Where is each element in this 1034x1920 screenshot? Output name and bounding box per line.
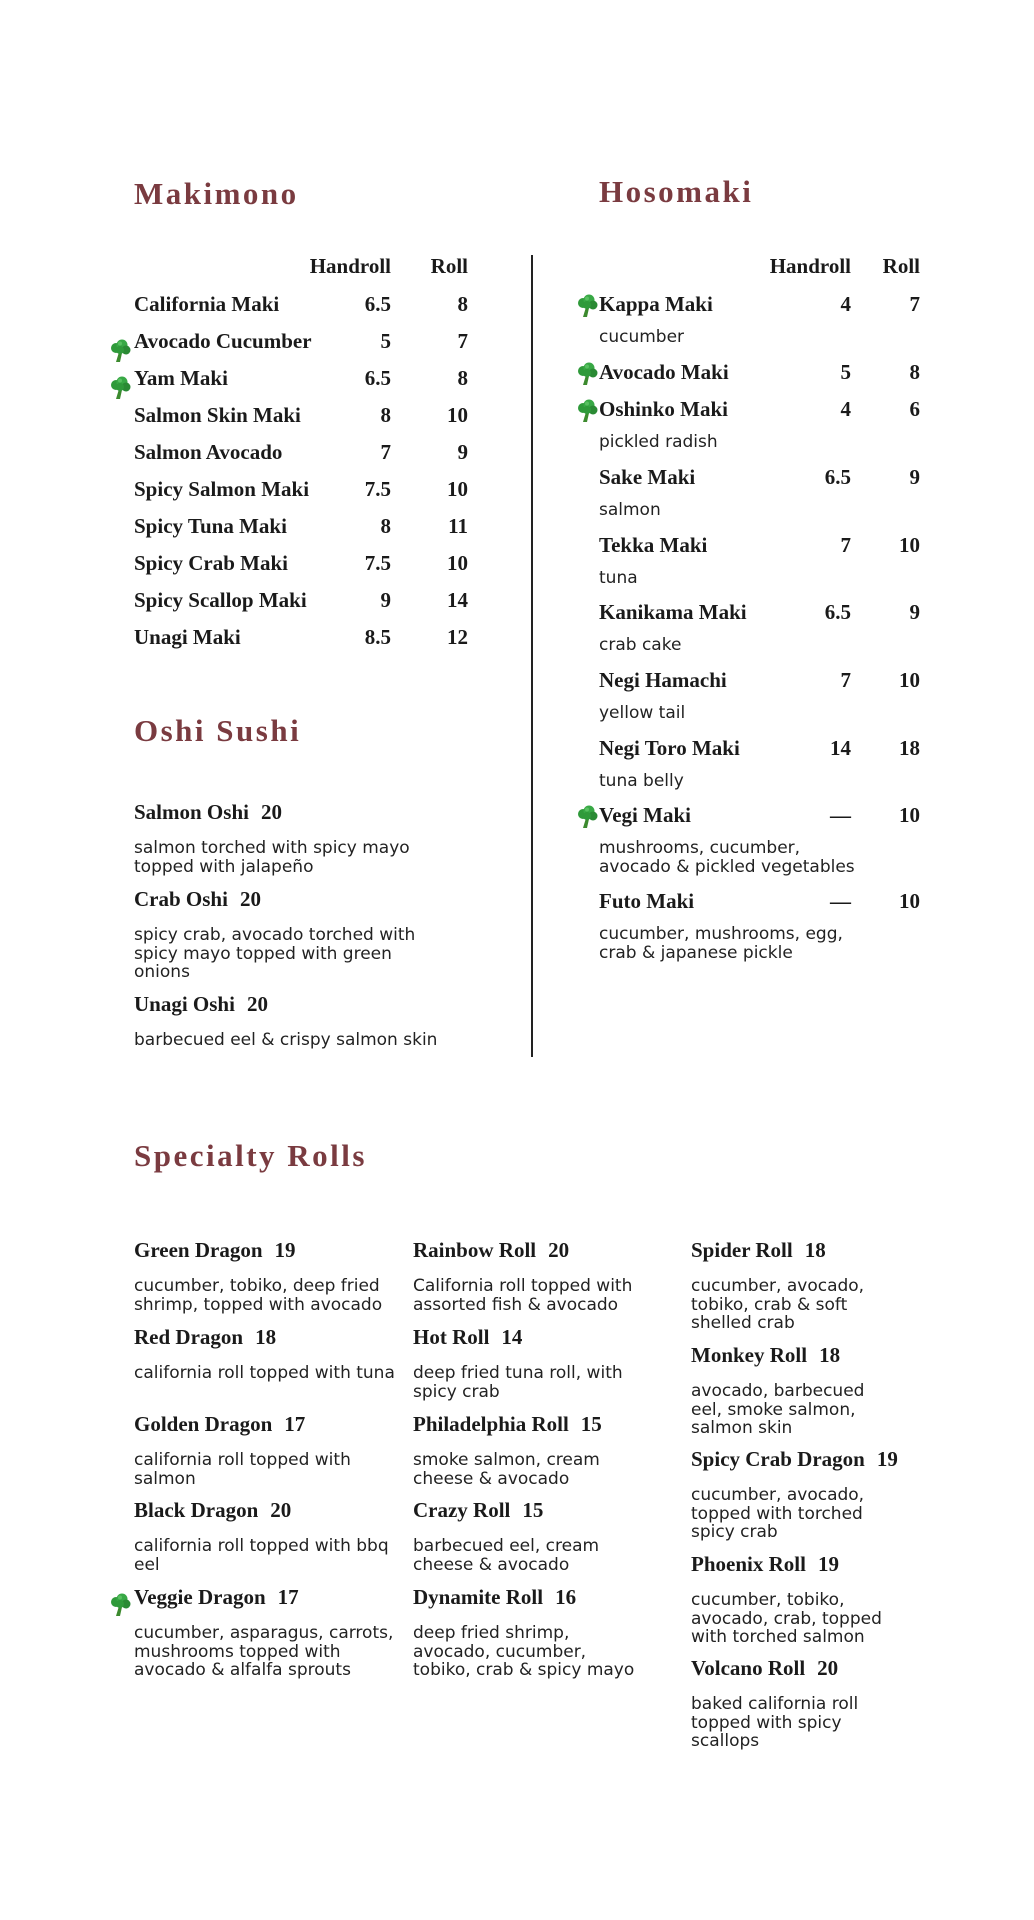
item-price: 20: [270, 1498, 292, 1522]
item-price: 16: [555, 1585, 577, 1609]
handroll-price: —: [830, 803, 851, 827]
item-description: salmon torched with spicy mayo topped with jalapeño: [134, 838, 410, 877]
item-name: Rainbow Roll: [413, 1238, 537, 1262]
specialty-roll-item: [413, 1325, 643, 1401]
item-price: 18: [255, 1325, 277, 1349]
roll-price: 10: [447, 477, 468, 501]
menu-item: [134, 366, 468, 396]
item-name: Dynamite Roll: [413, 1585, 544, 1609]
hosomaki-table: [599, 254, 920, 1014]
broccoli-icon: [110, 339, 132, 363]
specialty-roll-item: [691, 1238, 891, 1333]
item-description: cucumber, mushrooms, egg,: [599, 924, 843, 944]
handroll-price: 4: [840, 397, 851, 421]
oshi-item: [134, 992, 444, 1050]
menu-item: [599, 465, 920, 495]
handroll-price: 7.5: [364, 477, 391, 501]
item-description: cucumber: [599, 327, 685, 347]
item-name: Negi Hamachi: [599, 668, 727, 692]
item-price: 17: [277, 1585, 299, 1609]
item-name: Spider Roll: [691, 1238, 793, 1262]
item-description: California roll topped with assorted fish & avocado: [413, 1276, 633, 1315]
menu-item: [134, 588, 468, 618]
menu-item: [599, 600, 920, 630]
item-name: Salmon Oshi: [134, 800, 249, 824]
menu-item: [134, 625, 468, 655]
item-description: salmon: [599, 500, 661, 520]
oshi-item: [134, 800, 444, 876]
roll-price: 10: [447, 551, 468, 575]
menu-item: [599, 397, 920, 427]
item-price: 15: [522, 1498, 544, 1522]
item-name: Philadelphia Roll: [413, 1412, 569, 1436]
roll-price: 10: [447, 403, 468, 427]
roll-price: 9: [909, 465, 920, 489]
item-price: 20: [548, 1238, 570, 1262]
item-price: 20: [246, 992, 268, 1016]
item-name: California Maki: [134, 292, 280, 316]
item-name: Kanikama Maki: [599, 600, 747, 624]
menu-item: [134, 551, 468, 581]
specialty-roll-item: [413, 1498, 643, 1574]
specialty-roll-item: [134, 1238, 404, 1314]
specialty-roll-item: [691, 1447, 898, 1542]
menu-item: [134, 403, 468, 433]
item-description: barbecued eel & crispy salmon skin: [134, 1030, 438, 1050]
item-description: crab cake: [599, 635, 682, 655]
item-name: Black Dragon: [134, 1498, 259, 1522]
roll-price: 9: [909, 600, 920, 624]
handroll-price: 7: [380, 440, 391, 464]
item-description: pickled radish: [599, 432, 718, 452]
item-description: baked california roll topped with spicy scallops: [691, 1694, 859, 1751]
menu-item: [599, 889, 920, 919]
item-description: cucumber, avocado, tobiko, crab & soft shelled crab: [691, 1276, 865, 1333]
item-description: cucumber, avocado, topped with torched spicy crab: [691, 1485, 865, 1542]
broccoli-icon: [577, 399, 599, 423]
handroll-price: 5: [380, 329, 391, 353]
item-name: Vegi Maki: [599, 803, 691, 827]
roll-price: 7: [457, 329, 468, 353]
roll-price: 8: [909, 360, 920, 384]
menu-item: [134, 440, 468, 470]
item-price: 17: [284, 1412, 306, 1436]
item-name: Golden Dragon: [134, 1412, 273, 1436]
item-name: Hot Roll: [413, 1325, 490, 1349]
item-price: 19: [876, 1447, 898, 1471]
broccoli-icon: [110, 1593, 132, 1617]
item-description: yellow tail: [599, 703, 686, 723]
menu-item: [599, 360, 920, 390]
item-name: Spicy Tuna Maki: [134, 514, 287, 538]
roll-header: Roll: [882, 254, 920, 278]
roll-price: 12: [447, 625, 468, 649]
specialty-roll-item: [691, 1343, 891, 1438]
handroll-price: 7: [840, 668, 851, 692]
item-description: california roll topped with tuna: [134, 1363, 395, 1383]
column-divider: [531, 255, 533, 1057]
broccoli-icon: [577, 294, 599, 318]
item-description: california roll topped with bbq eel: [134, 1536, 389, 1575]
item-name: Avocado Maki: [599, 360, 729, 384]
handroll-header: Handroll: [769, 254, 851, 278]
specialty-roll-item: [134, 1325, 404, 1383]
item-description: crab & japanese pickle: [599, 943, 793, 963]
handroll-price: 7: [840, 533, 851, 557]
handroll-price: 6.5: [824, 465, 851, 489]
item-description: cucumber, asparagus, carrots, mushrooms topped with avocado & alfalfa sprouts: [134, 1623, 394, 1680]
handroll-header: Handroll: [309, 254, 391, 278]
item-name: Spicy Salmon Maki: [134, 477, 310, 501]
item-price: 15: [580, 1412, 602, 1436]
hosomaki-title: Hosomaki: [599, 174, 754, 209]
item-name: Unagi Maki: [134, 625, 241, 649]
item-name: Monkey Roll: [691, 1343, 808, 1367]
item-price: 14: [501, 1325, 523, 1349]
roll-price: 10: [899, 889, 920, 913]
item-description: cucumber, tobiko, deep fried shrimp, topped with avocado: [134, 1276, 383, 1315]
handroll-price: 6.5: [364, 366, 391, 390]
item-description: tuna: [599, 568, 638, 588]
specialty-roll-item: [413, 1412, 643, 1488]
roll-price: 11: [448, 514, 468, 538]
item-name: Oshinko Maki: [599, 397, 728, 421]
item-price: 18: [819, 1343, 841, 1367]
roll-price: 10: [899, 803, 920, 827]
broccoli-icon: [110, 376, 132, 400]
item-name: Spicy Scallop Maki: [134, 588, 307, 612]
item-description: tuna belly: [599, 771, 684, 791]
specialty-roll-item: [134, 1585, 404, 1680]
handroll-price: 6.5: [824, 600, 851, 624]
item-price: 19: [817, 1552, 839, 1576]
handroll-price: 8: [380, 403, 391, 427]
specialty-roll-item: [413, 1585, 643, 1680]
item-description: california roll topped with salmon: [134, 1450, 351, 1489]
item-name: Phoenix Roll: [691, 1552, 806, 1576]
roll-price: 14: [447, 588, 468, 612]
item-name: Spicy Crab Dragon: [691, 1447, 865, 1471]
item-name: Green Dragon: [134, 1238, 263, 1262]
item-description: spicy crab, avocado torched with spicy mayo topped with green onions: [134, 925, 416, 982]
menu-item: [599, 736, 920, 766]
item-description: avocado, barbecued eel, smoke salmon, salmon skin: [691, 1381, 865, 1438]
roll-price: 8: [457, 366, 468, 390]
makimono-title: Makimono: [134, 176, 299, 211]
item-name: Futo Maki: [599, 889, 695, 913]
roll-price: 10: [899, 533, 920, 557]
item-name: Red Dragon: [134, 1325, 244, 1349]
handroll-price: 14: [830, 736, 851, 760]
item-description: mushrooms, cucumber,: [599, 838, 801, 858]
specialty-roll-item: [413, 1238, 643, 1314]
item-price: 20: [260, 800, 282, 824]
makimono-table: [134, 254, 468, 654]
roll-price: 10: [899, 668, 920, 692]
item-name: Yam Maki: [134, 366, 228, 390]
menu-item: [599, 533, 920, 563]
item-price: 20: [239, 887, 261, 911]
item-name: Salmon Avocado: [134, 440, 283, 464]
broccoli-icon: [577, 362, 599, 386]
menu-item: [134, 514, 468, 544]
item-price: 18: [804, 1238, 826, 1262]
handroll-price: —: [830, 889, 851, 913]
item-name: Unagi Oshi: [134, 992, 235, 1016]
oshi-sushi-title: Oshi Sushi: [134, 713, 302, 748]
menu-item: [599, 668, 920, 698]
roll-price: 8: [457, 292, 468, 316]
menu-item: [134, 477, 468, 507]
item-name: Crab Oshi: [134, 887, 228, 911]
item-description: avocado & pickled vegetables: [599, 857, 855, 877]
item-description: barbecued eel, cream cheese & avocado: [413, 1536, 600, 1575]
item-name: Spicy Crab Maki: [134, 551, 289, 575]
item-name: Avocado Cucumber: [134, 329, 312, 353]
item-description: smoke salmon, cream cheese & avocado: [413, 1450, 600, 1489]
item-name: Kappa Maki: [599, 292, 713, 316]
item-name: Crazy Roll: [413, 1498, 511, 1522]
item-description: deep fried tuna roll, with spicy crab: [413, 1363, 623, 1402]
item-name: Veggie Dragon: [134, 1585, 266, 1609]
specialty-roll-item: [134, 1412, 404, 1488]
handroll-price: 8: [380, 514, 391, 538]
menu-item: [134, 329, 468, 359]
specialty-roll-item: [134, 1498, 404, 1574]
item-name: Negi Toro Maki: [599, 736, 740, 760]
menu-item: [134, 292, 468, 322]
item-name: Tekka Maki: [599, 533, 708, 557]
item-name: Volcano Roll: [691, 1656, 806, 1680]
handroll-price: 9: [380, 588, 391, 612]
menu-item: [599, 803, 920, 833]
item-name: Sake Maki: [599, 465, 696, 489]
specialty-roll-item: [691, 1656, 891, 1751]
roll-price: 9: [457, 440, 468, 464]
item-description: deep fried shrimp, avocado, cucumber, tobiko, crab & spicy mayo: [413, 1623, 635, 1680]
item-description: cucumber, tobiko, avocado, crab, topped with torched salmon: [691, 1590, 882, 1647]
roll-header: Roll: [430, 254, 468, 278]
roll-price: 18: [899, 736, 920, 760]
item-name: Salmon Skin Maki: [134, 403, 301, 427]
roll-price: 6: [909, 397, 920, 421]
roll-price: 7: [909, 292, 920, 316]
item-price: 19: [274, 1238, 296, 1262]
handroll-price: 4: [840, 292, 851, 316]
handroll-price: 5: [840, 360, 851, 384]
menu-item: [599, 292, 920, 322]
broccoli-icon: [577, 805, 599, 829]
handroll-price: 7.5: [364, 551, 391, 575]
handroll-price: 6.5: [364, 292, 391, 316]
item-price: 20: [817, 1656, 839, 1680]
specialty-roll-item: [691, 1552, 891, 1647]
oshi-item: [134, 887, 444, 982]
handroll-price: 8.5: [364, 625, 391, 649]
specialty-rolls-title: Specialty Rolls: [134, 1138, 367, 1173]
